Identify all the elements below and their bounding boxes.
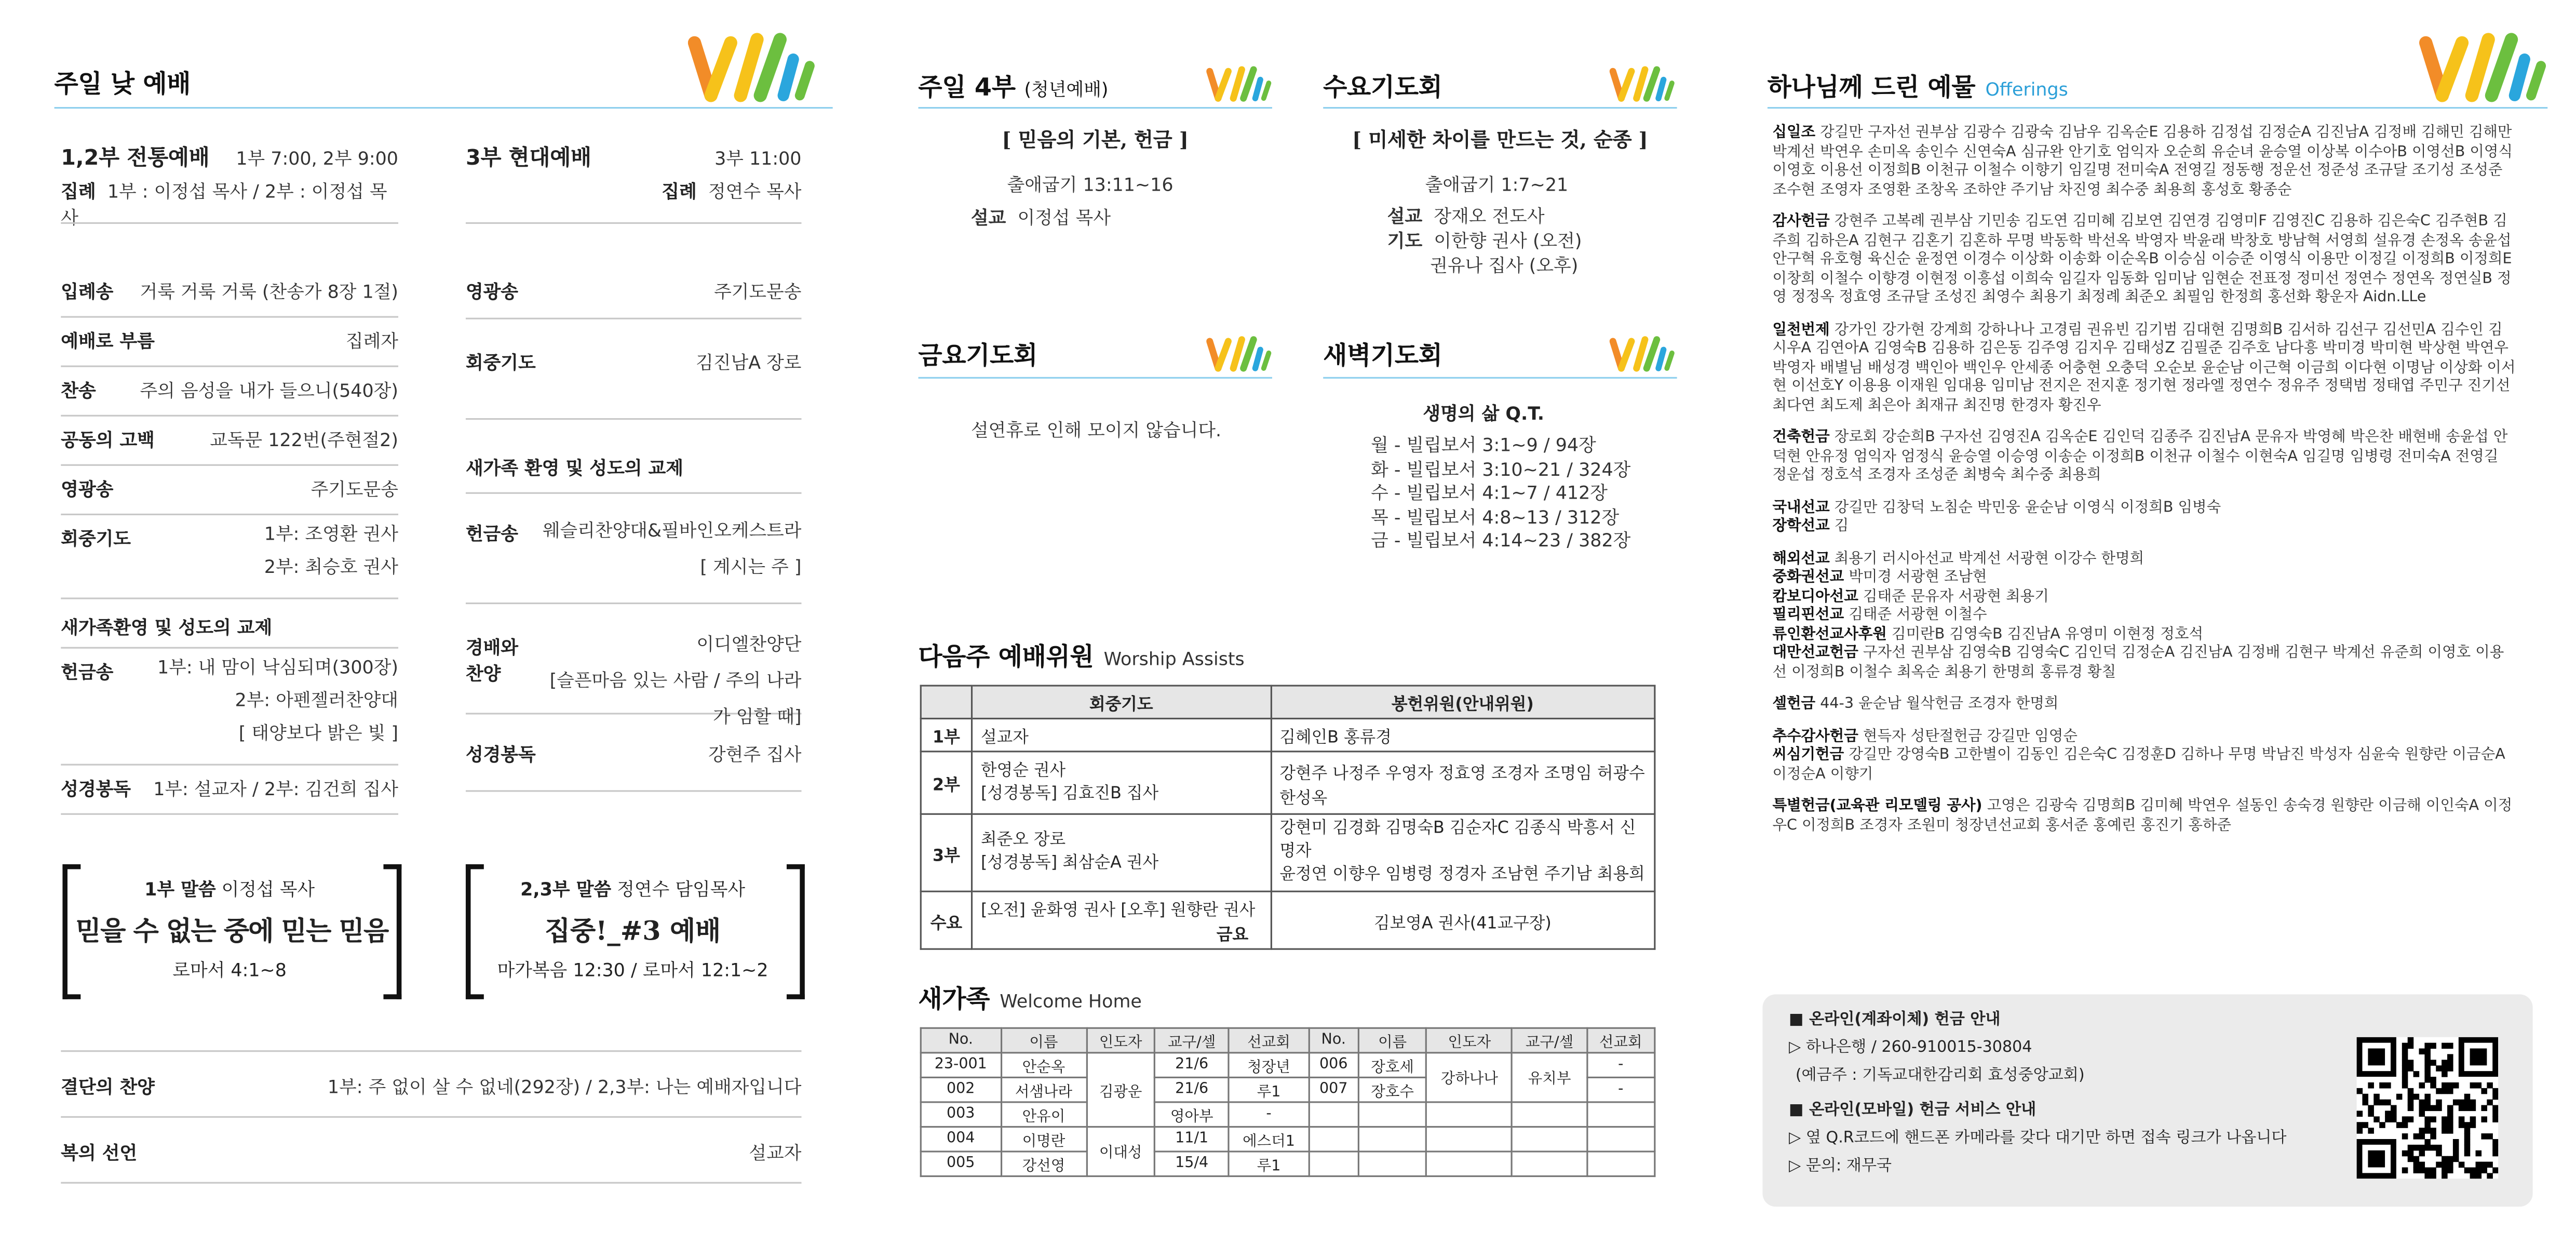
offering-group: 건축헌금 장로회 강순희B 구자선 김영진A 김옥순E 김인덕 김종주 김진남A 문유자 박영혜 박은찬 배현배 송윤섭 안덕현 안유정 엄익자 엄정식 윤승열 이승영 이송순 이정희B 이천규 이철수 이현숙A 임길명 임병령 전미숙A 전영길 정운섭 정호석 조경자 조성준 최병숙 최수중 최용희 <box>1772 430 2508 484</box>
offering-group: 씨심기헌금 강길만 강영숙B 고한별이 김동인 김은숙C 김정훈D 김하나 무명 박남진 박성자 심윤숙 원향란 이금순A 이정순A 이향기 <box>1772 747 2505 783</box>
section-divider <box>1768 107 2547 109</box>
service-3-title: 3부 현대예배 <box>465 146 592 171</box>
youth-theme: [ 믿음의 기본, 헌금 ] <box>1002 128 1189 152</box>
order-item: 새가족환영 및 성도의 교제 <box>61 599 398 649</box>
dawn-item: 월 - 빌립보서 3:1~9 / 94장 <box>1371 434 1596 456</box>
offering-list <box>1772 125 2516 850</box>
order-item: 회중기도 김진남A 장로 <box>466 319 802 420</box>
contact: ▷ 문의: 재무국 <box>1789 1157 1892 1175</box>
offering-group: 대만선교헌금 구자선 권부삼 김영숙B 김영숙C 김인덕 김정순A 김진남A 김정배 김현구 박계선 유준희 이영호 이용선 이정희B 이철수 최옥순 최용기 한명희 홍류경 황칠 <box>1772 645 2504 681</box>
order-right <box>466 269 802 792</box>
newfamily-title: 새가족 Welcome Home <box>918 984 1142 1014</box>
offering-group: 중화권선교 박미경 서광현 조남현 <box>1772 569 1987 586</box>
divider <box>61 222 398 224</box>
lead-label: 집례 <box>61 181 96 203</box>
sermon-1-head: 1부 말씀 <box>144 879 216 901</box>
col-header: 회중기도 <box>972 686 1271 718</box>
church-logo <box>688 30 816 105</box>
assists-title: 다음주 예배위원 Worship Assists <box>918 642 1245 672</box>
dawn-list <box>1371 435 1630 554</box>
sermon-1-text: 로마서 4:1~8 <box>172 959 287 981</box>
church-logo <box>1206 62 1272 105</box>
lead-label: 집례 <box>662 181 697 203</box>
divider <box>61 1050 801 1052</box>
order-item: 경배와 찬양 이디엘찬양단 [슬픈마음 있는 사람 / 주의 나라가 임할 때] <box>466 604 802 714</box>
order-item: 헌금송 1부: 내 맘이 낙심되며(300장) 2부: 아펜젤러찬양대 [ 태양보다 밝은 빛 ] <box>61 649 398 766</box>
sermon-2-preacher: 정연수 담임목사 <box>617 879 746 901</box>
offering-group: 장학선교 김 <box>1772 518 1849 536</box>
offering-group: 십일조 강길만 구자선 권부삼 김광수 김광숙 김남우 김옥순E 김용하 김정섭 김정순A 김진남A 김정배 김해민 김해만 박계선 박연우 손미옥 송인수 신연숙A 심규완 안기호 엄익자 오순희 유순녀 윤승열 이상복 이수아B 이영선B 이영식 이영호 이용선 이정희B 이천규 이철수 이향기 임길명 전미숙A 전영길 정동행 정운선 정준성 조규달 조기성 조성준 조수현 조영자 조영환 조창옥 조하얀 주기남 차진영 최수중 최용희 홍성호 황종순 <box>1772 125 2513 198</box>
order-item: 성경봉독 강현주 집사 <box>466 715 802 792</box>
offerings-title: 하나님께 드린 예물 Offerings <box>1767 72 2068 102</box>
service-12-lead: 1부 : 이정섭 목사 / 2부 : 이정섭 목사 <box>61 181 387 229</box>
service-12-time: 1부 7:00, 2부 9:00 <box>236 148 398 170</box>
order-item: 회중기도 1부: 조영환 권사 2부: 최승호 권사 <box>61 515 398 599</box>
offering-group: 캄보디아선교 김태준 문유자 서광현 최용기 <box>1772 588 2049 605</box>
table-row: 005 강선영 15/4 루1 <box>921 1152 1655 1176</box>
divider <box>61 1116 801 1118</box>
account-holder: (예금주 : 기독교대한감리회 효성중앙교회) <box>1795 1066 2085 1085</box>
order-item: 새가족 환영 및 성도의 교제 <box>466 420 802 494</box>
wed-title: 수요기도회 <box>1323 72 1442 102</box>
col-header: 봉헌위원(안내위원) <box>1271 686 1655 718</box>
qr-note: ▷ 옆 Q.R코드에 핸드폰 카메라를 갖다 대기만 하면 접속 링크가 나옵니다 <box>1789 1129 2287 1148</box>
offering-group: 특별헌금(교육관 리모델링 공사) 고영은 김광숙 김명희B 김미혜 박연우 설동인 송숙경 원향란 이금해 이인숙A 이정우C 이정희B 조경자 조원미 청장년선교회 홍서준 홍예린 홍진기 홍하준 <box>1772 798 2513 834</box>
offering-group: 국내선교 강길만 김창덕 노침순 박민웅 윤순남 이영식 이정희B 임병숙 <box>1772 499 2221 516</box>
qr-code[interactable] <box>2357 1037 2499 1179</box>
benediction: 복의 선언 설교자 <box>61 1142 802 1164</box>
wed-roles: 설교 장재오 전도사 기도 이한향 권사 (오전) 권유나 집사 (오후) <box>1387 206 1582 277</box>
sermon-2 <box>479 876 787 983</box>
offering-group: 추수감사헌금 현득자 성탄절헌금 강길만 임영순 <box>1772 728 2078 745</box>
order-item: 영광송 주기도문송 <box>466 269 802 319</box>
online-info <box>1789 1006 2286 1181</box>
section-divider <box>919 107 1272 109</box>
closing-song: 결단의 찬양 1부: 주 없이 살 수 없네(292장) / 2,3부: 나는 예배자입니다 <box>61 1076 802 1098</box>
wed-theme: [ 미세한 차이를 만드는 것, 순종 ] <box>1352 128 1648 152</box>
dawn-title: 새벽기도회 <box>1323 341 1442 371</box>
order-item: 헌금송 웨슬리찬양대&필바인오케스트라 [ 계시는 주 ] <box>466 494 802 604</box>
service-3-lead: 정연수 목사 <box>708 181 802 203</box>
sunday-worship-title: 주일 낮 예배 <box>54 69 191 99</box>
bracket-right <box>787 864 805 999</box>
sermon-2-title: 집중!_#3 예배 <box>545 915 721 947</box>
service-3-time: 3부 11:00 <box>714 148 802 170</box>
table-row: 23-001 안순옥 김광운 21/6 청장년 006 장호세 강하나나 유치부 - <box>921 1053 1655 1078</box>
service-3-header <box>466 140 802 204</box>
offering-group: 해외선교 최용기 러시아선교 박계선 서광현 이강수 한명희 <box>1772 551 2145 567</box>
offering-group: 셀헌금 44-3 윤순남 월삭헌금 조경자 한명희 <box>1772 696 2059 713</box>
section-divider <box>55 107 833 109</box>
dawn-head: 생명의 삶 Q.T. <box>1423 403 1545 425</box>
church-logo <box>1206 332 1272 375</box>
youth-sermon: 설교 이정섭 목사 <box>970 207 1111 229</box>
offering-group: 류인환선교사후원 김미란B 김영숙B 김진남A 유영미 이현정 정호석 <box>1772 626 2204 643</box>
youth-title: 주일 4부 (청년예배) <box>918 72 1109 102</box>
dawn-item: 금 - 빌립보서 4:14~23 / 382장 <box>1371 530 1631 552</box>
service-12-title: 1,2부 전통예배 <box>61 146 210 171</box>
offering-group: 감사헌금 강현주 고복례 권부삼 기민송 김도연 김미혜 김보연 김연경 김영미F 김영진C 김용하 김은숙C 김주현B 김주희 김하은A 김현구 김혼기 김혼하 무명 박동학 박선옥 박영자 박윤래 박창호 방남혁 서영희 설유경 손정옥 송윤섭 안구혁 유호형 육신순 윤정연 이경수 이상화 이송화 이순옥B 이승심 이승준 이영식 이용만 이정길 이정희B 이정희E 이창희 이철수 이향경 이현정 이흥섭 이희숙 임길자 임동화 임미남 임현순 전표정 정미선 정연수 정연옥 정연실B 정영 정정옥 정효영 조규달 조성진 최영수 최용기 최정례 최준오 최필임 한정희 홍선화 황운자 Aidn.LLe <box>1772 214 2512 306</box>
section-divider <box>1323 107 1677 109</box>
online-transfer-heading: ■ 온라인(계좌이체) 헌금 안내 <box>1789 1011 2001 1029</box>
order-item: 공동의 고백 교독문 122번(주현절2) <box>61 417 398 466</box>
order-item: 찬송 주의 음성을 내가 들으니(540장) <box>61 367 398 417</box>
qr-code-graphic <box>2357 1037 2499 1179</box>
offering-group: 필리핀선교 김태준 서광현 이철수 <box>1772 607 1987 624</box>
sermon-1-preacher: 이정섭 목사 <box>221 879 315 901</box>
sermon-2-head: 2,3부 말씀 <box>520 879 612 901</box>
divider <box>466 222 802 224</box>
church-logo <box>1610 62 1676 105</box>
church-logo <box>1610 332 1676 375</box>
dawn-item: 목 - 빌립보서 4:8~13 / 312장 <box>1371 506 1620 528</box>
table-row: 002 서샘나라 21/6 루1 007 장호수 - <box>921 1077 1655 1102</box>
dawn-item: 화 - 빌립보서 3:10~21 / 324장 <box>1371 458 1631 480</box>
section-divider <box>919 377 1272 379</box>
dawn-item: 수 - 빌립보서 4:1~7 / 412장 <box>1371 482 1608 504</box>
sermon-1-title: 믿을 수 없는 중에 믿는 믿음 <box>75 915 388 947</box>
youth-text: 출애굽기 13:11~16 <box>1007 174 1174 196</box>
sermon-1 <box>75 876 388 983</box>
fri-title: 금요기도회 <box>918 341 1038 371</box>
order-item: 영광송 주기도문송 <box>61 466 398 515</box>
offering-group: 일천번제 강가인 강가현 강계희 강하나나 고경림 권유빈 김기범 김대현 김명희B 김서하 김선구 김선민A 김수인 김시우A 김연아A 김영숙B 김용하 김은동 김주영 김지우 김태성Z 김필준 김주호 남다흥 박미경 박미현 박상현 박연우 박영자 배별님 배성경 백인아 백인우 안세종 어충현 오충덕 오순보 윤순남 이근혁 이금희 이다현 이명남 이상화 이서현 이선호Y 이용용 이재원 임대용 임미남 전지은 전지훈 정기현 정라엘 정연수 정유주 정택범 정태엽 주민구 진기선 최다연 최도제 최은아 최재규 최진명 한경자 황진우 <box>1772 322 2516 414</box>
newfamily-table: No. 이름 인도자 교구/셀 선교회 No. 이름 인도자 교구/셀 선교회 23-001 안순옥 김광운 21/6 청장년 006 장호세 강하나나 유치부 - 002 서샘나라 21/6 루1 007 장호수 - 003 안유이 영아부 - 004 이명란 이대성 11/1 에스더1 005 강선영 15/4 루1 <box>920 1027 1656 1177</box>
divider <box>61 1182 801 1184</box>
table-row: 003 안유이 영아부 - <box>921 1102 1655 1127</box>
assists-table: 회중기도 봉헌위원(안내위원) 1부 설교자 김혜인B 홍류경 2부 한영순 권사 [성경봉독] 김효진B 집사 강현주 나정주 우영자 정효영 조경자 조명임 허광수 한성옥 3부 최준오 장로 [성경봉독] 최삼순A 권사 강현미 김경화 김명숙B 김순자C 김종식 박흥서 신명자 윤정연 이향우 임병령 정경자 조남현 주기남 최용희 수요 [오전] 윤화영 권사 [오후] 원향란 권사 금요 김보영A 권사(41교구장) <box>920 685 1656 949</box>
order-item: 성경봉독 1부: 설교자 / 2부: 김건희 집사 <box>61 766 398 815</box>
table-row: 004 이명란 이대성 11/1 에스더1 <box>921 1127 1655 1152</box>
order-left <box>61 269 398 815</box>
service-12-header <box>61 140 398 230</box>
section-divider <box>1323 377 1677 379</box>
fri-note: 설연휴로 인해 모이지 않습니다. <box>970 420 1222 441</box>
wed-text: 출애굽기 1:7~21 <box>1425 174 1569 196</box>
order-item: 예배로 부름 집례자 <box>61 318 398 367</box>
sermon-2-text: 마가복음 12:30 / 로마서 12:1~2 <box>497 959 768 981</box>
online-mobile-heading: ■ 온라인(모바일) 헌금 서비스 안내 <box>1789 1101 2036 1120</box>
order-item: 입례송 거룩 거룩 거룩 (찬송가 8장 1절) <box>61 269 398 318</box>
bank-account[interactable]: ▷ 하나은행 / 260-910015-30804 <box>1789 1038 2032 1057</box>
church-logo <box>2419 30 2547 105</box>
